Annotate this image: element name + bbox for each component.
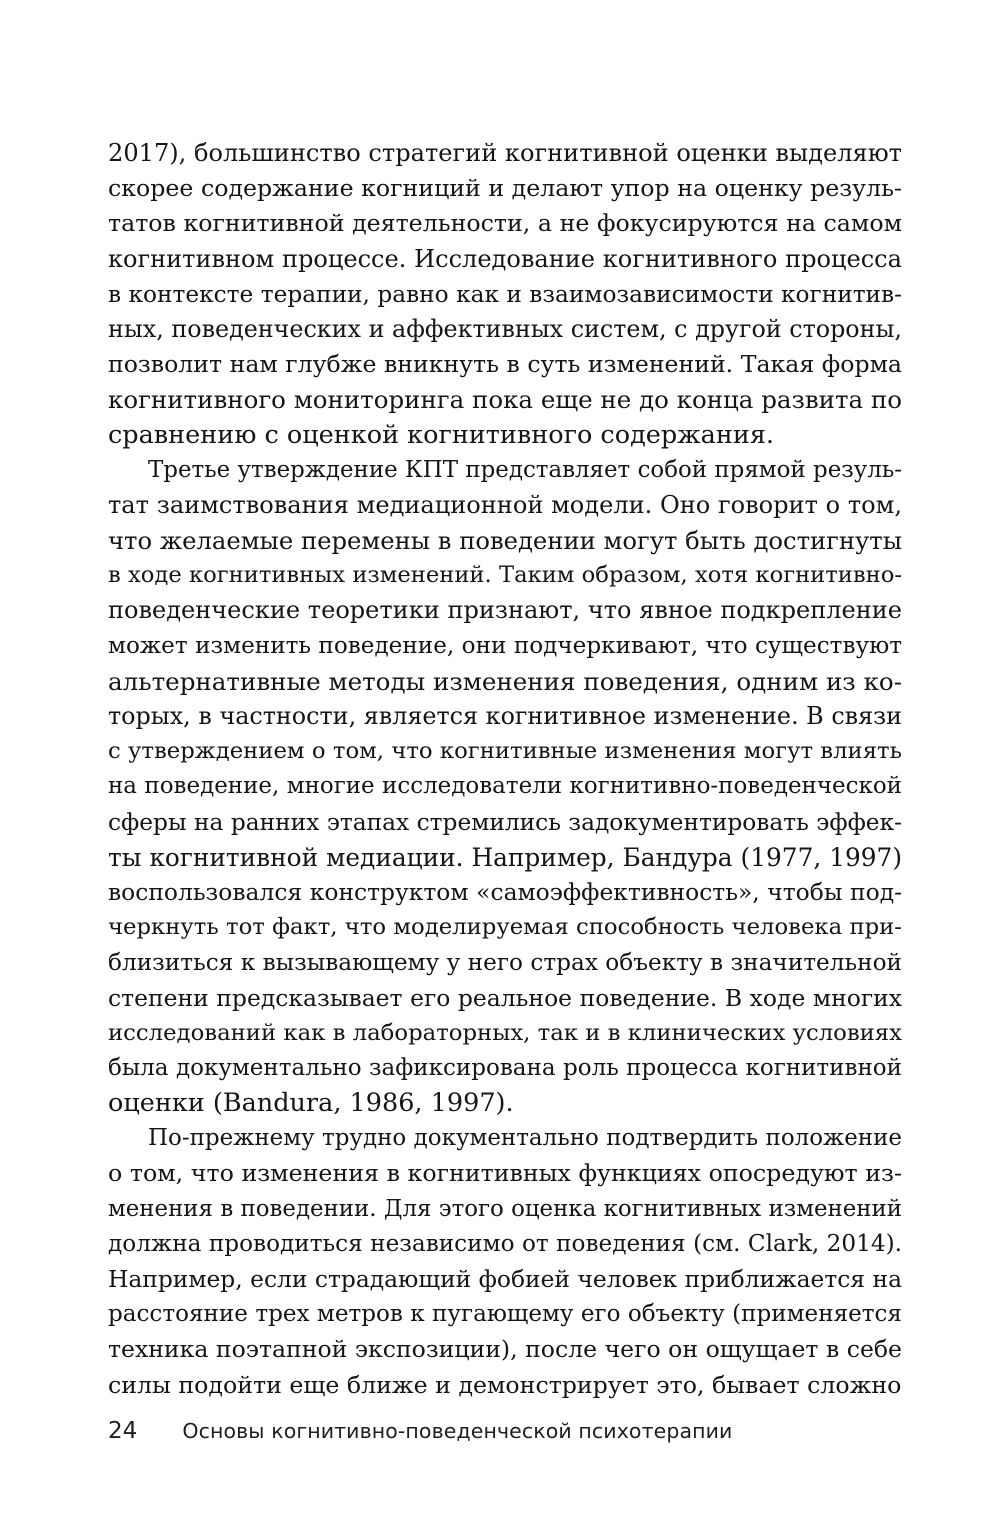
- text-line: исследований как в лабораторных, так и в клинических условиях: [108, 1019, 902, 1046]
- text-line: Например, если страдающий фобией человек приближается на: [108, 1265, 902, 1293]
- text-line: черкнуть тот факт, что моделируемая способность человека при-: [108, 914, 902, 941]
- text-line: скорее содержание когниций и делают упор на оценку резуль-: [108, 174, 902, 203]
- text-line: ных, поведенческих и аффективных систем, с другой стороны,: [108, 314, 902, 343]
- text-line: По-прежнему трудно документально подтвердить положение: [148, 1125, 902, 1152]
- text-line: сравнению с оценкой когнитивного содержания.: [108, 419, 775, 450]
- text-line: когнитивного мониторинга пока еще не до конца развита по: [108, 385, 902, 415]
- paragraph: [108, 136, 902, 453]
- text-line: ты когнитивной медиации. Например, Бандура (1977, 1997): [108, 842, 902, 872]
- text-line: позволит нам глубже вникнуть в суть изменений. Такая форма: [108, 350, 902, 379]
- text-line: близиться к вызывающему у него страх объекту в значительной: [108, 949, 902, 977]
- page-number: 24: [108, 1418, 138, 1444]
- text-line: с утверждением о том, что когнитивные изменения могут влиять: [108, 738, 902, 765]
- text-line: поведенческие теоретики признают, что явное подкрепление: [108, 596, 902, 625]
- text-line: торых, в частности, является когнитивное изменение. В связи: [108, 702, 902, 730]
- text-line: сферы на ранних этапах стремились задокументировать эффек-: [108, 808, 902, 836]
- text-line: менения в поведении. Для этого оценка когнитивных изменений: [108, 1195, 902, 1222]
- text-line: воспользовался конструктом «самоэффективность», чтобы под-: [108, 877, 902, 906]
- text-line: оценки (Bandura, 1986, 1997).: [108, 1088, 514, 1119]
- text-line: о том, что изменения в когнитивных функциях опосредуют из-: [108, 1159, 902, 1188]
- page-footer: [108, 1418, 732, 1444]
- text-line: техника поэтапной экспозиции), после чего он ощущает в себе: [108, 1335, 902, 1364]
- text-line: на поведение, многие исследователи когнитивно-поведенческой: [108, 773, 902, 800]
- paragraph: [108, 453, 902, 1122]
- text-line: была документально зафиксирована роль процесса когнитивной: [108, 1054, 902, 1081]
- text-line: 2017), большинство стратегий когнитивной оценки выделяют: [108, 139, 902, 167]
- text-line: татов когнитивной деятельности, а не фокусируются на самом: [108, 209, 902, 238]
- text-line: в контексте терапии, равно как и взаимозависимости когнитив-: [108, 280, 902, 308]
- text-line: что желаемые перемены в поведении могут быть достигнуты: [108, 526, 902, 556]
- body-text: [108, 136, 902, 1403]
- paragraph: [108, 1121, 902, 1403]
- text-line: должна проводиться независимо от поведения (см. Clark, 2014).: [108, 1230, 902, 1257]
- text-line: альтернативные методы изменения поведения, одним из ко-: [108, 666, 902, 696]
- text-line: расстояние трех метров к пугающему его объекту (применяется: [108, 1301, 902, 1328]
- text-line: Третье утверждение КПТ представляет собой прямой резуль-: [148, 456, 902, 483]
- text-line: степени предсказывает его реальное поведение. В ходе многих: [108, 983, 902, 1012]
- text-line: в ходе когнитивных изменений. Таким образом, хотя когнитивно-: [108, 562, 902, 589]
- text-line: тат заимствования медиационной модели. Оно говорит о том,: [108, 490, 902, 519]
- text-line: когнитивном процессе. Исследование когнитивного процесса: [108, 244, 902, 273]
- text-line: силы подойти еще ближе и демонстрирует это, бывает сложно: [108, 1370, 902, 1399]
- running-title: Основы когнитивно-поведенческой психотерапии: [182, 1419, 733, 1443]
- text-line: может изменить поведение, они подчеркивают, что существуют: [108, 632, 902, 659]
